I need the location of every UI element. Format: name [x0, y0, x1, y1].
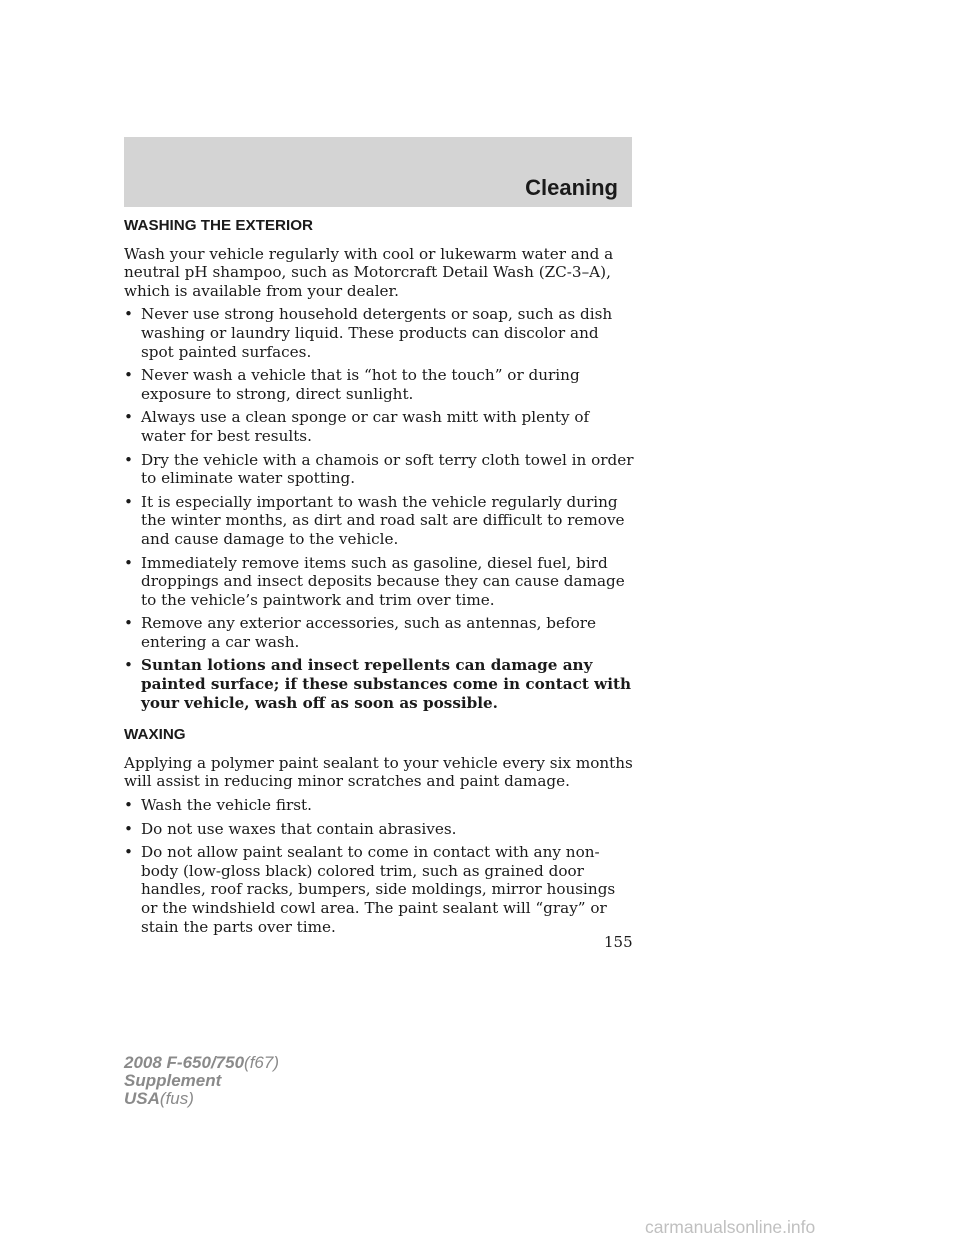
section-header-band — [124, 137, 632, 207]
footer-region-code: (fus) — [159, 1089, 194, 1108]
list-item — [124, 843, 636, 936]
list-item — [124, 796, 636, 815]
bullet-text: It is especially important to wash the vehicle regularly during the winter months, as dirt and road salt are difficult to remove and cause damage to the vehicle. — [141, 492, 625, 548]
waxing-bullet-list — [124, 796, 636, 936]
footer-line-model — [124, 1054, 279, 1072]
bullet-text: Immediately remove items such as gasoline, diesel fuel, bird droppings and insect deposits because they can cause damage to the vehicle’s paintwork and trim over time. — [141, 553, 625, 609]
bullet-text: Wash the vehicle first. — [141, 796, 312, 815]
footer-supplement: Supplement — [124, 1071, 222, 1090]
washing-bullet-list — [124, 305, 636, 712]
bullet-icon: • — [124, 843, 133, 862]
bullet-text: Never use strong household detergents or soap, such as dish washing or laundry liquid. These products can discolor and spot painted surfaces. — [141, 305, 613, 361]
bullet-text: Do not use waxes that contain abrasives. — [141, 819, 457, 838]
bullet-text: Dry the vehicle with a chamois or soft terry cloth towel in order to eliminate water spotting. — [141, 450, 634, 488]
bullet-text: Suntan lotions and insect repellents can damage any painted surface; if these substances come in contact with your vehicle, wash off as soon as possible. — [141, 656, 632, 712]
bullet-icon: • — [124, 656, 133, 675]
section-title: Cleaning — [525, 175, 618, 200]
list-item — [124, 408, 636, 445]
bullet-icon: • — [124, 819, 133, 838]
bullet-icon: • — [124, 305, 133, 324]
list-item — [124, 820, 636, 839]
bullet-text: Remove any exterior accessories, such as antennas, before entering a car wash. — [141, 614, 597, 651]
watermark: carmanualsonline.info — [645, 1217, 816, 1237]
list-item — [124, 554, 636, 610]
bullet-icon: • — [124, 796, 133, 815]
document-footer — [124, 1054, 279, 1108]
waxing-intro: Applying a polymer paint sealant to your vehicle every six months will assist in reducing minor scratches and paint damage. — [124, 753, 633, 791]
bullet-icon: • — [124, 366, 133, 385]
warning-list-item — [124, 656, 636, 712]
bullet-text: Never wash a vehicle that is “hot to the touch” or during exposure to strong, direct sunlight. — [141, 366, 580, 403]
list-item — [124, 305, 636, 361]
footer-region: USA — [124, 1089, 160, 1108]
bullet-icon: • — [124, 408, 133, 427]
list-item — [124, 451, 636, 488]
bullet-text: Do not allow paint sealant to come in contact with any non-body (low-gloss black) colored trim, such as grained door handles, roof racks, bumpers, side moldings, mirror housings or the windshield cowl area. The paint sealant will “gray” or stain the parts over time. — [141, 843, 616, 936]
footer-line-supplement — [124, 1072, 279, 1090]
page-number: 155 — [604, 933, 633, 951]
list-item — [124, 614, 636, 651]
list-item — [124, 493, 636, 549]
waxing-heading: WAXING — [124, 726, 186, 744]
bullet-icon: • — [124, 450, 133, 469]
washing-intro: Wash your vehicle regularly with cool or lukewarm water and a neutral pH shampoo, such as Motorcraft Detail Wash (ZC-3–A), which is available from your dealer. — [124, 244, 614, 300]
footer-model: 2008 F-650/750 — [124, 1053, 245, 1072]
list-item — [124, 366, 636, 403]
bullet-icon: • — [124, 553, 133, 572]
page-content — [124, 217, 636, 941]
bullet-icon: • — [124, 614, 133, 633]
footer-line-region — [124, 1090, 279, 1108]
bullet-icon: • — [124, 492, 133, 511]
footer-model-code: (f67) — [244, 1053, 280, 1072]
washing-heading: WASHING THE EXTERIOR — [124, 217, 314, 234]
bullet-text: Always use a clean sponge or car wash mitt with plenty of water for best results. — [141, 408, 590, 445]
